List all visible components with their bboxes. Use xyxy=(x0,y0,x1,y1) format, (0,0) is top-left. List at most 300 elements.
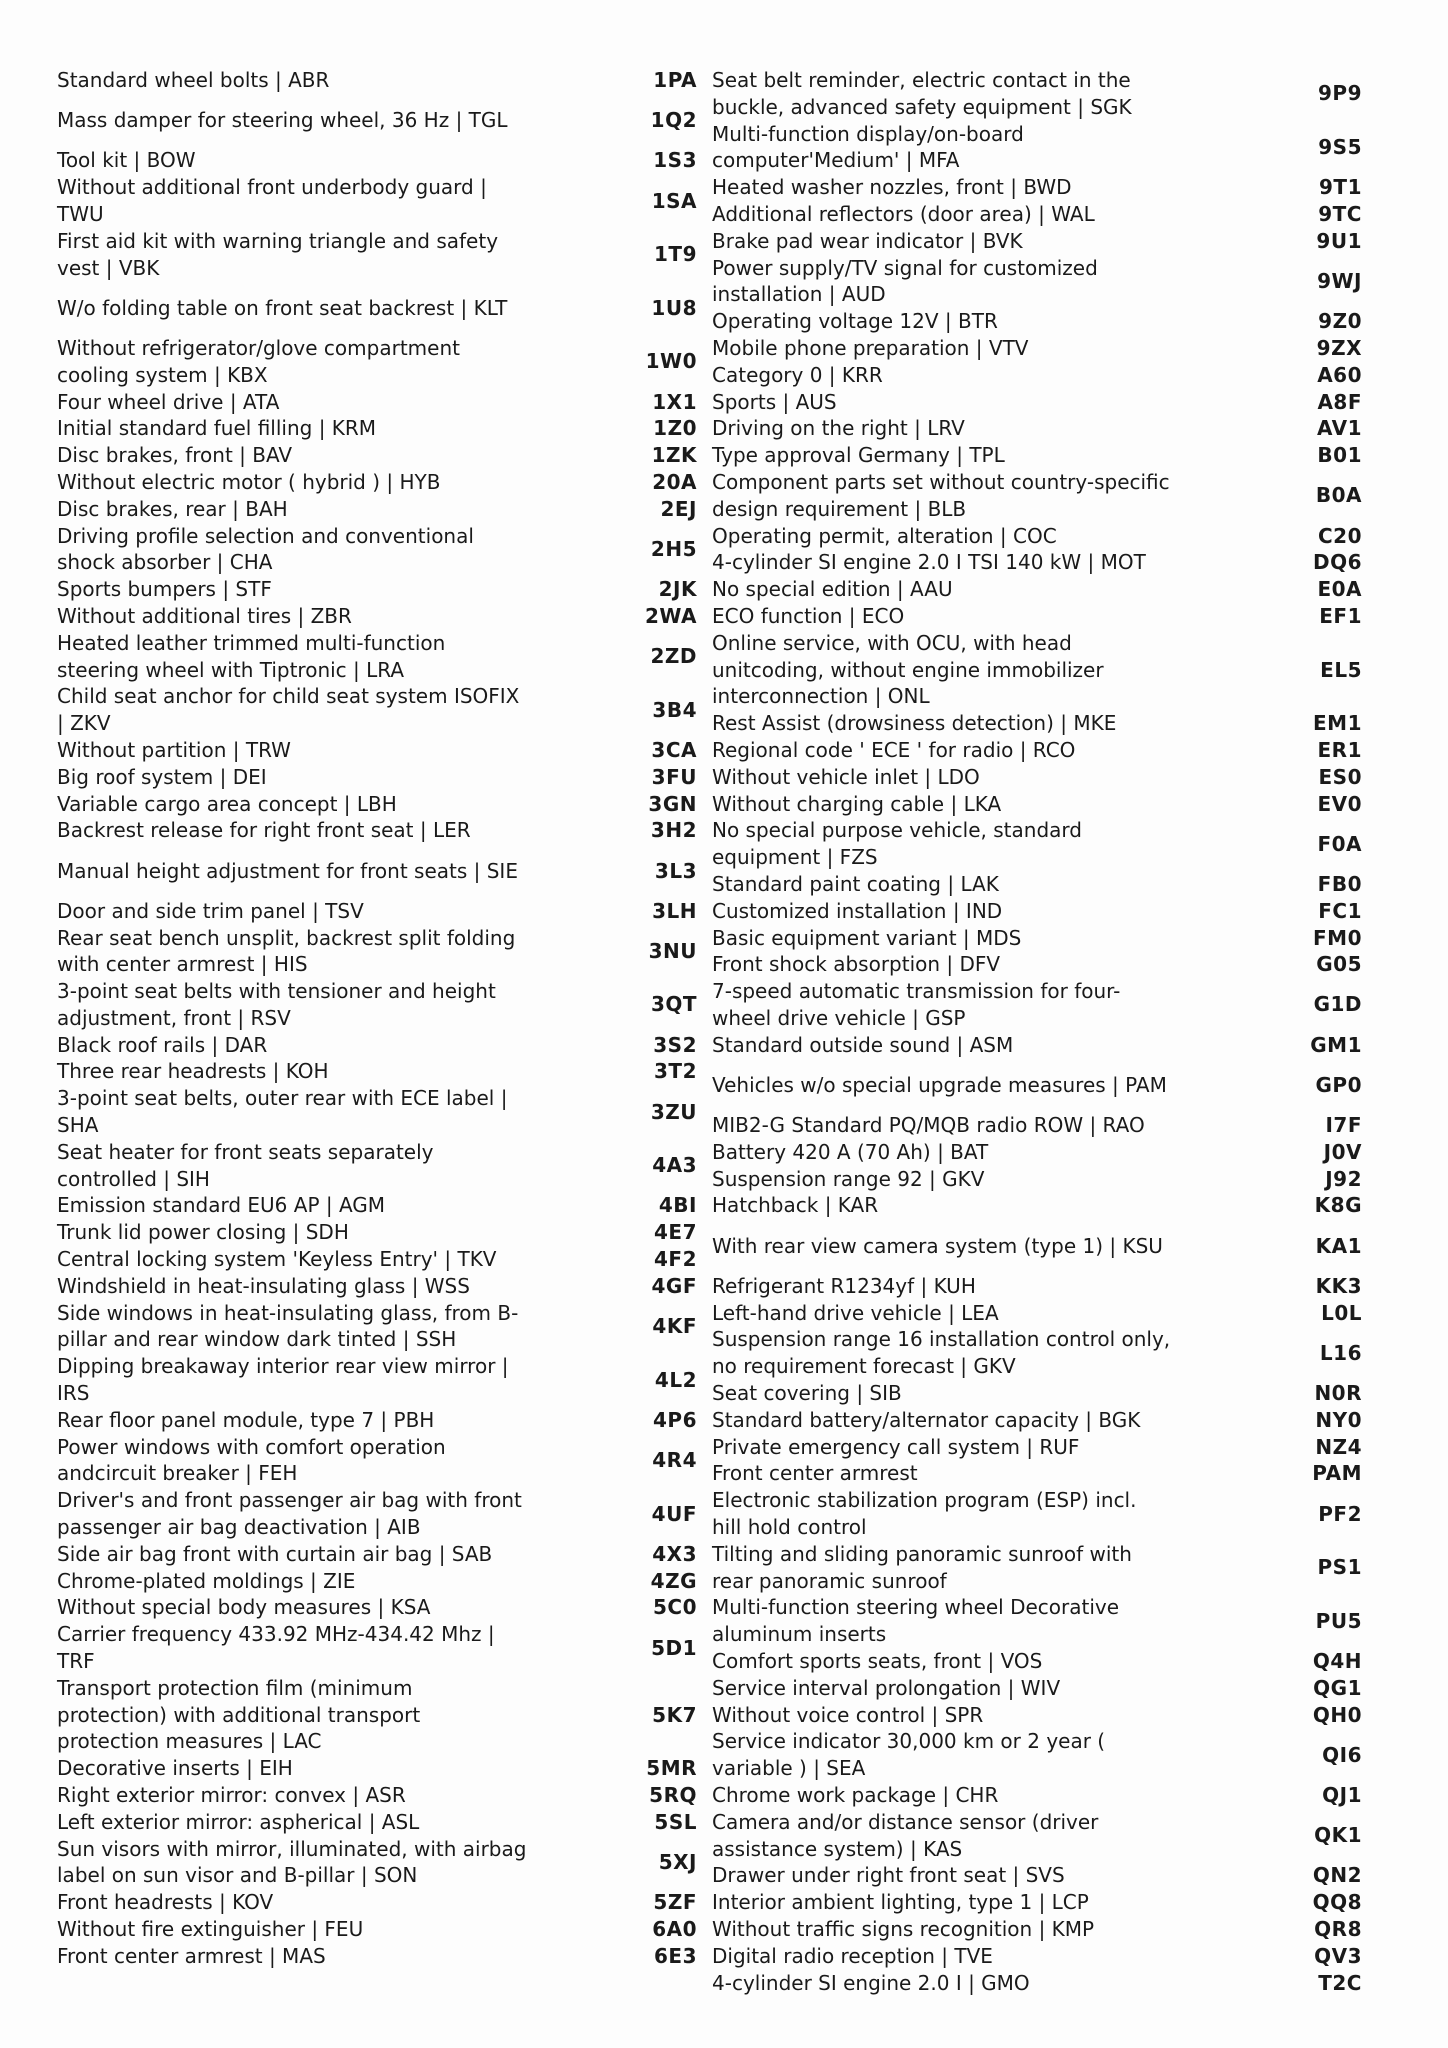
equipment-description: Sports bumpers | STF xyxy=(57,577,272,602)
equipment-row xyxy=(57,281,697,335)
equipment-description: Mobile phone preparation | VTV xyxy=(712,335,1029,360)
equipment-description: Chrome-plated moldings | ZIE xyxy=(57,1568,356,1593)
equipment-row xyxy=(57,1032,697,1059)
equipment-row xyxy=(57,174,697,228)
equipment-description: Three rear headrests | KOH xyxy=(57,1059,329,1084)
equipment-code: G1D xyxy=(1313,992,1362,1017)
equipment-row xyxy=(712,1300,1362,1327)
equipment-code: 1T9 xyxy=(654,242,697,267)
equipment-row xyxy=(57,1755,697,1782)
equipment-row xyxy=(712,898,1362,925)
equipment-description: Category 0 | KRR xyxy=(712,362,883,387)
equipment-description: Windshield in heat-insulating glass | WSS xyxy=(57,1273,470,1298)
equipment-description: Tilting and sliding panoramic sunroof with rear panoramic sunroof xyxy=(712,1541,1132,1593)
equipment-code: 1S3 xyxy=(653,148,697,173)
equipment-code: AV1 xyxy=(1316,416,1362,441)
equipment-row xyxy=(57,1246,697,1273)
equipment-description: Without traffic signs recognition | KMP xyxy=(712,1916,1095,1941)
equipment-description: Door and side trim panel | TSV xyxy=(57,898,364,923)
equipment-row xyxy=(712,67,1362,121)
equipment-code: NY0 xyxy=(1315,1407,1362,1432)
equipment-description: Four wheel drive | ATA xyxy=(57,389,280,414)
equipment-description: Front center armrest | MAS xyxy=(57,1943,326,1968)
equipment-description: Comfort sports seats, front | VOS xyxy=(712,1649,1043,1674)
equipment-code: 3LH xyxy=(652,898,697,923)
equipment-code: 4E7 xyxy=(654,1220,697,1245)
equipment-description: Without vehicle inlet | LDO xyxy=(712,764,980,789)
equipment-row xyxy=(57,1487,697,1541)
equipment-description: Chrome work package | CHR xyxy=(712,1783,999,1807)
equipment-code: PF2 xyxy=(1318,1501,1362,1526)
equipment-description: Multi-function steering wheel Decorative aluminum inserts xyxy=(712,1595,1120,1647)
equipment-code: 6A0 xyxy=(652,1916,697,1941)
equipment-description: Service indicator 30,000 km or 2 year ( variable ) | SEA xyxy=(712,1729,1106,1781)
equipment-description: Standard battery/alternator capacity | BGK xyxy=(712,1407,1141,1432)
equipment-code: J92 xyxy=(1325,1166,1362,1191)
equipment-code: F0A xyxy=(1317,831,1362,856)
equipment-description: Online service, with OCU, with head unitcoding, without engine immobilizer interconnection | ONL xyxy=(712,630,1104,709)
equipment-code: QH0 xyxy=(1312,1702,1362,1727)
equipment-code: C20 xyxy=(1317,523,1362,548)
equipment-description: Initial standard fuel filling | KRM xyxy=(57,416,377,441)
equipment-description: Sun visors with mirror, illuminated, with airbag label on sun visor and B-pillar | SON xyxy=(57,1836,527,1888)
equipment-row xyxy=(57,469,697,496)
equipment-description: Side windows in heat-insulating glass, from B-pillar and rear window dark tinted | SSH xyxy=(57,1300,519,1352)
equipment-code: 3S2 xyxy=(653,1032,697,1057)
equipment-description: Digital radio reception | TVE xyxy=(712,1943,993,1968)
equipment-row xyxy=(712,308,1362,335)
equipment-row xyxy=(57,630,697,684)
equipment-description: Standard wheel bolts | ABR xyxy=(57,68,330,92)
equipment-code: 9T1 xyxy=(1319,175,1362,200)
equipment-code: 9ZX xyxy=(1316,335,1362,360)
equipment-description: Sports | AUS xyxy=(712,389,837,414)
equipment-description: Seat covering | SIB xyxy=(712,1381,902,1406)
equipment-description: Type approval Germany | TPL xyxy=(712,443,1005,468)
equipment-code: EF1 xyxy=(1319,603,1362,628)
equipment-code: 4ZG xyxy=(650,1568,697,1593)
equipment-code: 4R4 xyxy=(652,1448,697,1473)
equipment-description: Refrigerant R1234yf | KUH xyxy=(712,1273,976,1298)
equipment-code: A60 xyxy=(1317,362,1362,387)
equipment-row xyxy=(712,951,1362,978)
equipment-description: Regional code ' ECE ' for radio | RCO xyxy=(712,737,1076,762)
equipment-row xyxy=(712,1594,1362,1648)
equipment-description: Left exterior mirror: aspherical | ASL xyxy=(57,1809,420,1834)
equipment-row xyxy=(712,603,1362,630)
equipment-code: 1U8 xyxy=(651,295,697,320)
equipment-code: FC1 xyxy=(1318,898,1362,923)
equipment-description: No special purpose vehicle, standard equipment | FZS xyxy=(712,818,1082,870)
equipment-row xyxy=(57,817,697,844)
equipment-code: EL5 xyxy=(1320,657,1362,682)
equipment-description: Heated washer nozzles, front | BWD xyxy=(712,175,1072,200)
equipment-row xyxy=(712,255,1362,309)
equipment-row xyxy=(712,523,1362,550)
equipment-row xyxy=(57,1085,697,1139)
equipment-row xyxy=(712,576,1362,603)
equipment-description: Service interval prolongation | WIV xyxy=(712,1675,1061,1700)
equipment-code: 3GN xyxy=(648,791,697,816)
equipment-row xyxy=(57,147,697,174)
equipment-row xyxy=(712,1782,1362,1809)
equipment-code: L0L xyxy=(1321,1300,1362,1325)
equipment-code: 5SL xyxy=(654,1809,697,1834)
equipment-row xyxy=(712,201,1362,228)
equipment-code: QK1 xyxy=(1314,1823,1362,1848)
equipment-row xyxy=(57,1621,697,1675)
equipment-description: Power supply/TV signal for customized installation | AUD xyxy=(712,255,1098,307)
equipment-description: Disc brakes, front | BAV xyxy=(57,443,293,468)
equipment-description: Without voice control | SPR xyxy=(712,1702,984,1727)
equipment-code: 4P6 xyxy=(653,1407,697,1432)
equipment-row xyxy=(57,94,697,148)
equipment-row xyxy=(712,1943,1362,1970)
equipment-row xyxy=(57,1916,697,1943)
equipment-description: 3-point seat belts with tensioner and height adjustment, front | RSV xyxy=(57,979,496,1030)
equipment-description: Central locking system 'Keyless Entry' | TKV xyxy=(57,1247,497,1272)
equipment-code: K8G xyxy=(1314,1193,1362,1218)
equipment-description: Operating voltage 12V | BTR xyxy=(712,309,998,334)
equipment-row xyxy=(712,1192,1362,1219)
equipment-row xyxy=(57,523,697,577)
equipment-description: Mass damper for steering wheel, 36 Hz | TGL xyxy=(57,108,508,133)
equipment-description: Battery 420 A (70 Ah) | BAT xyxy=(712,1139,989,1164)
equipment-row xyxy=(57,1594,697,1621)
equipment-code: 4GF xyxy=(651,1273,697,1298)
equipment-description: Without refrigerator/glove compartment cooling system | KBX xyxy=(57,335,460,387)
equipment-row xyxy=(712,362,1362,389)
equipment-row xyxy=(57,925,697,979)
equipment-code: ER1 xyxy=(1317,737,1362,762)
equipment-code: QR8 xyxy=(1314,1916,1362,1941)
equipment-code: 3QT xyxy=(650,992,697,1017)
equipment-row xyxy=(712,737,1362,764)
equipment-description: W/o folding table on front seat backrest | KLT xyxy=(57,295,508,320)
equipment-row xyxy=(57,1782,697,1809)
equipment-description: Drawer under right front seat | SVS xyxy=(712,1863,1065,1888)
equipment-code: PU5 xyxy=(1315,1608,1362,1633)
equipment-row xyxy=(57,1836,697,1890)
equipment-code: 4UF xyxy=(651,1501,697,1526)
equipment-description: MIB2-G Standard PQ/MQB radio ROW | RAO xyxy=(712,1113,1145,1138)
equipment-code: QI6 xyxy=(1322,1742,1362,1767)
equipment-code: 5XJ xyxy=(658,1849,697,1874)
equipment-code: 2JK xyxy=(658,577,697,602)
equipment-row xyxy=(712,1273,1362,1300)
equipment-description: 3-point seat belts, outer rear with ECE label | SHA xyxy=(57,1086,508,1138)
equipment-description: Disc brakes, rear | BAH xyxy=(57,496,288,521)
equipment-row xyxy=(712,1809,1362,1863)
equipment-description: Without electric motor ( hybrid ) | HYB xyxy=(57,469,441,494)
equipment-code: T2C xyxy=(1318,1970,1362,1995)
equipment-row xyxy=(712,1862,1362,1889)
equipment-code: 3T2 xyxy=(654,1059,697,1084)
equipment-description: Without special body measures | KSA xyxy=(57,1595,431,1620)
equipment-description: Driver's and front passenger air bag with front passenger air bag deactivation | AIB xyxy=(57,1488,522,1540)
equipment-code: 4X3 xyxy=(652,1541,697,1566)
equipment-description: Electronic stabilization program (ESP) incl. hill hold control xyxy=(712,1488,1137,1540)
equipment-row xyxy=(57,1353,697,1407)
equipment-description: Heated leather trimmed multi-function steering wheel with Tiptronic | LRA xyxy=(57,630,446,682)
equipment-row xyxy=(712,1728,1362,1782)
equipment-code: 3L3 xyxy=(654,858,697,883)
equipment-description: Left-hand drive vehicle | LEA xyxy=(712,1300,999,1325)
equipment-description: 4-cylinder SI engine 2.0 I | GMO xyxy=(712,1970,1030,1995)
equipment-description: Front headrests | KOV xyxy=(57,1890,274,1915)
equipment-code: DQ6 xyxy=(1312,550,1362,575)
equipment-code: 20A xyxy=(652,469,697,494)
equipment-row xyxy=(712,978,1362,1032)
equipment-description: Decorative inserts | EIH xyxy=(57,1756,293,1781)
equipment-description: Additional reflectors (door area) | WAL xyxy=(712,201,1095,226)
equipment-row xyxy=(57,844,697,898)
equipment-description: Multi-function display/on-board computer'Medium' | MFA xyxy=(712,121,1024,173)
equipment-row xyxy=(57,1192,697,1219)
equipment-row xyxy=(712,1460,1362,1487)
equipment-row xyxy=(712,1675,1362,1702)
equipment-description: Manual height adjustment for front seats | SIE xyxy=(57,858,518,883)
equipment-row xyxy=(57,1675,697,1755)
equipment-row xyxy=(712,1139,1362,1166)
equipment-code: 9Z0 xyxy=(1318,309,1362,334)
equipment-code: KK3 xyxy=(1315,1273,1362,1298)
equipment-description: Tool kit | BOW xyxy=(57,148,196,173)
equipment-description: With rear view camera system (type 1) | KSU xyxy=(712,1233,1163,1258)
equipment-description: Black roof rails | DAR xyxy=(57,1032,268,1057)
equipment-description: Private emergency call system | RUF xyxy=(712,1434,1080,1459)
equipment-code: 1ZK xyxy=(651,443,697,468)
equipment-description: Basic equipment variant | MDS xyxy=(712,925,1022,950)
equipment-row xyxy=(712,1032,1362,1059)
equipment-description: Suspension range 92 | GKV xyxy=(712,1166,985,1191)
equipment-row xyxy=(57,1809,697,1836)
equipment-description: Without additional tires | ZBR xyxy=(57,603,352,628)
equipment-description: Without fire extinguisher | FEU xyxy=(57,1916,364,1941)
equipment-description: Front center armrest xyxy=(712,1461,918,1486)
equipment-row xyxy=(712,228,1362,255)
equipment-code: 1Z0 xyxy=(653,416,697,441)
equipment-code: 1X1 xyxy=(652,389,697,414)
equipment-row xyxy=(57,228,697,282)
equipment-description: Without additional front underbody guard | TWU xyxy=(57,175,487,226)
equipment-code: KA1 xyxy=(1315,1233,1362,1258)
equipment-code: 4A3 xyxy=(652,1153,697,1178)
equipment-code: 9P9 xyxy=(1318,81,1362,106)
equipment-row xyxy=(57,898,697,925)
equipment-row xyxy=(712,791,1362,818)
equipment-row xyxy=(57,442,697,469)
equipment-row xyxy=(712,1219,1362,1273)
equipment-row xyxy=(57,415,697,442)
equipment-description: Variable cargo area concept | LBH xyxy=(57,791,397,816)
equipment-code: PAM xyxy=(1312,1461,1362,1486)
equipment-row xyxy=(57,1300,697,1354)
equipment-row xyxy=(712,174,1362,201)
equipment-row xyxy=(712,335,1362,362)
equipment-description: Component parts set without country-specific design requirement | BLB xyxy=(712,469,1170,521)
equipment-code: 3CA xyxy=(651,737,697,762)
equipment-row xyxy=(57,1058,697,1085)
equipment-description: Big roof system | DEI xyxy=(57,764,267,789)
equipment-code: QQ8 xyxy=(1312,1890,1362,1915)
equipment-code: QN2 xyxy=(1312,1863,1362,1888)
equipment-row xyxy=(57,1407,697,1434)
equipment-row xyxy=(57,1434,697,1488)
equipment-description: Front shock absorption | DFV xyxy=(712,952,1001,977)
equipment-description: Standard outside sound | ASM xyxy=(712,1032,1014,1057)
equipment-row xyxy=(712,389,1362,416)
equipment-code: FB0 xyxy=(1317,871,1362,896)
equipment-row xyxy=(57,1273,697,1300)
equipment-row xyxy=(57,791,697,818)
equipment-description: Seat belt reminder, electric contact in the buckle, advanced safety equipment | SGK xyxy=(712,68,1132,119)
equipment-row xyxy=(57,496,697,523)
equipment-description: No special edition | AAU xyxy=(712,577,953,602)
equipment-description: 4-cylinder SI engine 2.0 I TSI 140 kW | MOT xyxy=(712,550,1146,575)
equipment-description: Power windows with comfort operation andcircuit breaker | FEH xyxy=(57,1434,446,1486)
equipment-description: Camera and/or distance sensor (driver assistance system) | KAS xyxy=(712,1809,1099,1861)
equipment-code: 9WJ xyxy=(1317,268,1362,293)
equipment-row xyxy=(57,603,697,630)
equipment-code: FM0 xyxy=(1313,925,1362,950)
left-column xyxy=(57,67,717,1970)
equipment-code: GP0 xyxy=(1315,1072,1362,1097)
equipment-code: QG1 xyxy=(1313,1675,1362,1700)
equipment-row xyxy=(712,549,1362,576)
equipment-description: Right exterior mirror: convex | ASR xyxy=(57,1783,406,1807)
equipment-code: 5MR xyxy=(646,1756,697,1781)
equipment-row xyxy=(712,710,1362,737)
equipment-code: 9TC xyxy=(1318,201,1362,226)
equipment-description: Driving profile selection and conventional shock absorber | CHA xyxy=(57,523,474,575)
equipment-description: Customized installation | IND xyxy=(712,898,1003,923)
equipment-description: 7-speed automatic transmission for four-wheel drive vehicle | GSP xyxy=(712,979,1121,1030)
equipment-row xyxy=(712,630,1362,710)
equipment-description: Carrier frequency 433.92 MHz-434.42 Mhz | TRF xyxy=(57,1622,495,1674)
equipment-code: 9U1 xyxy=(1316,228,1362,253)
equipment-row xyxy=(57,978,697,1032)
equipment-row xyxy=(712,1112,1362,1139)
equipment-code: 4KF xyxy=(652,1314,697,1339)
equipment-code: 2WA xyxy=(644,603,697,628)
equipment-description: Dipping breakaway interior rear view mirror | IRS xyxy=(57,1354,509,1406)
equipment-row xyxy=(712,1541,1362,1595)
equipment-code: 5C0 xyxy=(652,1595,697,1620)
equipment-code: B01 xyxy=(1317,443,1362,468)
equipment-code: 5K7 xyxy=(652,1702,697,1727)
equipment-row xyxy=(712,817,1362,871)
equipment-row xyxy=(712,1326,1362,1380)
equipment-code: 4BI xyxy=(658,1193,697,1218)
equipment-row xyxy=(57,1139,697,1193)
equipment-row xyxy=(712,1648,1362,1675)
equipment-code: 2ZD xyxy=(650,644,697,669)
equipment-row xyxy=(57,1943,697,1970)
equipment-code: EV0 xyxy=(1317,791,1362,816)
equipment-description: Trunk lid power closing | SDH xyxy=(57,1220,349,1245)
equipment-description: Child seat anchor for child seat system ISOFIX | ZKV xyxy=(57,684,520,736)
equipment-code: 6E3 xyxy=(654,1943,697,1968)
equipment-row xyxy=(712,1166,1362,1193)
equipment-code: E0A xyxy=(1317,577,1362,602)
equipment-code: 3NU xyxy=(648,938,697,963)
equipment-row xyxy=(712,1058,1362,1112)
equipment-code: 4L2 xyxy=(654,1367,697,1392)
equipment-description: Operating permit, alteration | COC xyxy=(712,523,1057,548)
equipment-row xyxy=(712,1916,1362,1943)
equipment-code: G05 xyxy=(1316,952,1362,977)
equipment-code: 1Q2 xyxy=(650,108,697,133)
equipment-description: Standard paint coating | LAK xyxy=(712,871,999,896)
equipment-description: Interior ambient lighting, type 1 | LCP xyxy=(712,1890,1089,1915)
equipment-code: I7F xyxy=(1325,1113,1362,1138)
equipment-row xyxy=(712,1702,1362,1729)
equipment-code: ES0 xyxy=(1318,764,1362,789)
equipment-row xyxy=(712,415,1362,442)
equipment-description: Driving on the right | LRV xyxy=(712,416,965,441)
equipment-row xyxy=(712,1407,1362,1434)
equipment-description: Side air bag front with curtain air bag | SAB xyxy=(57,1541,493,1566)
equipment-code: PS1 xyxy=(1317,1555,1362,1580)
equipment-code: 3ZU xyxy=(650,1099,697,1124)
equipment-description: Suspension range 16 installation control only, no requirement forecast | GKV xyxy=(712,1327,1171,1379)
equipment-description: Brake pad wear indicator | BVK xyxy=(712,228,1023,253)
equipment-description: Without charging cable | LKA xyxy=(712,791,1002,816)
equipment-row xyxy=(57,576,697,603)
equipment-code: 3FU xyxy=(651,764,697,789)
equipment-row xyxy=(57,1541,697,1568)
equipment-description: Emission standard EU6 AP | AGM xyxy=(57,1193,386,1218)
equipment-code: B0A xyxy=(1315,483,1362,508)
equipment-code: NZ4 xyxy=(1315,1434,1362,1459)
equipment-code: A8F xyxy=(1317,389,1362,414)
equipment-row xyxy=(712,121,1362,175)
equipment-row xyxy=(712,764,1362,791)
equipment-code: QJ1 xyxy=(1322,1783,1362,1807)
equipment-code: 5D1 xyxy=(651,1635,697,1660)
equipment-code: 1SA xyxy=(651,188,697,213)
equipment-code: GM1 xyxy=(1310,1032,1362,1057)
equipment-code: 3H2 xyxy=(650,818,697,843)
equipment-code: 2H5 xyxy=(650,536,697,561)
equipment-description: Rear floor panel module, type 7 | PBH xyxy=(57,1407,435,1432)
equipment-description: First aid kit with warning triangle and safety vest | VBK xyxy=(57,228,499,280)
equipment-row xyxy=(57,683,697,737)
equipment-description: Seat heater for front seats separately controlled | SIH xyxy=(57,1139,434,1191)
equipment-row xyxy=(712,1970,1362,1997)
equipment-row xyxy=(57,1568,697,1595)
equipment-code: Q4H xyxy=(1312,1649,1362,1674)
equipment-row xyxy=(712,871,1362,898)
equipment-row xyxy=(57,389,697,416)
equipment-row xyxy=(712,1434,1362,1461)
equipment-description: Transport protection film (minimum protection) with additional transport protection measures | LAC xyxy=(57,1675,421,1754)
equipment-row xyxy=(712,442,1362,469)
equipment-code: J0V xyxy=(1323,1139,1362,1164)
equipment-code: EM1 xyxy=(1313,711,1362,736)
equipment-row xyxy=(712,1487,1362,1541)
equipment-code: L16 xyxy=(1319,1340,1362,1365)
equipment-description: Vehicles w/o special upgrade measures | PAM xyxy=(712,1072,1167,1097)
equipment-description: Rear seat bench unsplit, backrest split folding with center armrest | HIS xyxy=(57,925,516,977)
equipment-code: 5RQ xyxy=(649,1783,697,1807)
equipment-description: Without partition | TRW xyxy=(57,737,291,762)
equipment-row xyxy=(712,469,1362,523)
equipment-code: 1W0 xyxy=(645,349,697,374)
equipment-code: 9S5 xyxy=(1318,134,1362,159)
equipment-row xyxy=(712,925,1362,952)
